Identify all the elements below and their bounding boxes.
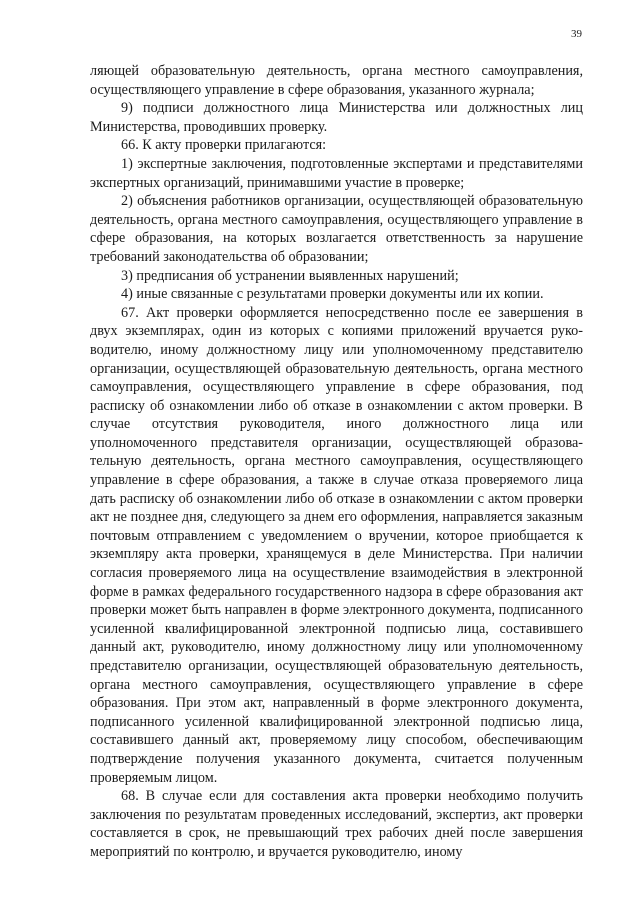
paragraph-66-item-3: 3) предписания об устранении выявленных нарушений; (121, 267, 459, 284)
page-number: 39 (571, 28, 582, 40)
paragraph-66-item-1: 1) экспертные заключения, подготовленные экспертами и представителями экспертных организаций, принимавшими участие в проверке; (90, 155, 583, 191)
paragraph-68: 68. В случае если для составления акта проверки необходимо получить заключения по результатам проведенных исследований, экспертиз, акт проверки составляется в срок, не превышающий трех рабочих дней после завершения мероприятий по контролю, и вручается руководителю, иному (90, 788, 583, 860)
paragraph-continuation: ляющей образовательную деятельность, органа местного самоуправления, осуществляющего управление в сфере образования, указанного журнала; (90, 63, 583, 98)
document-body (90, 62, 583, 862)
paragraph-67: 67. Акт проверки оформляется непосредственно после ее завершения в двух экземплярах, один из которых с копиями приложений вручается руководителю, иному должностному лицу или уполномоченному представителю организации, осуществляющей образовательную деятельность, органа местного самоуправления, осуществляющего управление в сфере образования, под расписку об ознакомлении либо об отказе в ознакомлении с актом проверки. В случае отсутствия руководителя, иного должностного лица или уполномоченного представителя организации, осуществляющей образовательную деятельность, органа местного самоуправления, осуществляющего управление в сфере образования, а также в случае отказа проверяемого лица дать расписку об ознакомлении либо об отказе в ознакомлении с актом проверки акт не позднее дня, следующего за днем его оформления, направляется заказным почтовым отправлением с уведомлением о вручении, которое приобщается к экземпляру акта проверки, хранящемуся в деле Министерства. При наличии согласия проверяемого лица на осуществление взаимодействия в электронной форме в рамках федерального государственного надзора в сфере образования акт проверки может быть направлен в форме электронного документа, подписанного усиленной квалифицированной электронной подписью лица, составившего данный акт, руководителю, иному должностному лицу или уполномоченному представителю организации, осуществляющей образовательную деятельность, органа местного самоуправления, осуществляющего управление в сфере образования. При этом акт, направленный в форме электронного документа, подписанного усиленной квалифицированной электронной подписью лица, составившего данный акт, проверяемому лицу способом, обеспечивающим подтверждение получения указанного документа, считается полученным проверяемым лицом. (90, 304, 583, 786)
paragraph-66-item-2: 2) объяснения работников организации, осуществляющей образовательную деятельность, органа местного самоуправления, осуществляющего управление в сфере образования, на которых возлагается ответственность за нарушение требований законодательства об образовании; (90, 193, 583, 265)
paragraph-item-9: 9) подписи должностного лица Министерства или должностных лиц Министерства, проводивших проверку. (90, 100, 583, 135)
paragraph-66-item-4: 4) иные связанные с результатами проверки документы или их копии. (121, 286, 544, 303)
paragraph-66: 66. К акту проверки прилагаются: (121, 137, 327, 154)
